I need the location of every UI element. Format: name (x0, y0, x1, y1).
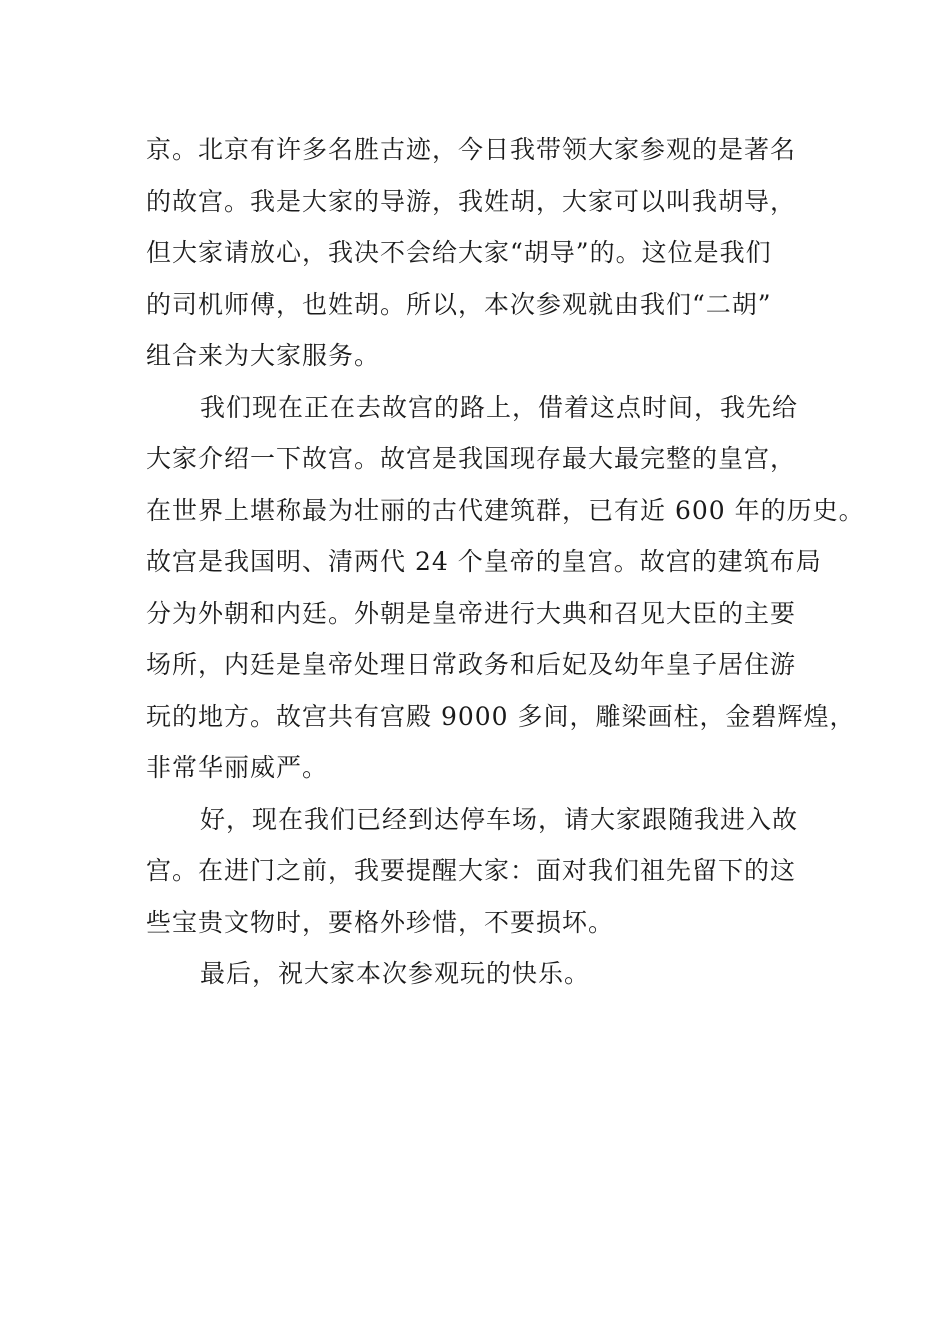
text-line: 但大家请放心，我决不会给大家“胡导”的。这位是我们 (146, 238, 772, 267)
text-line: 组合来为大家服务。 (146, 341, 381, 370)
text-line: 故宫是我国明、清两代 24 个皇帝的皇宫。故宫的建筑布局 (146, 547, 822, 576)
paragraph-start-line: 最后，祝大家本次参观玩的快乐。 (200, 959, 591, 988)
text-line: 场所，内廷是皇帝处理日常政务和后妃及幼年皇子居住游 (146, 650, 797, 679)
paragraph-start-line: 我们现在正在去故宫的路上，借着这点时间，我先给 (200, 392, 799, 422)
text-line: 京。北京有许多名胜古迹，今日我带领大家参观的是著名 (146, 135, 797, 164)
text-line: 分为外朝和内廷。外朝是皇帝进行大典和召见大臣的主要 (146, 598, 797, 628)
body-text (146, 128, 865, 1004)
paragraph-start-line: 好，现在我们已经到达停车场，请大家跟随我进入故 (200, 804, 799, 834)
text-line: 些宝贵文物时，要格外珍惜，不要损坏。 (146, 907, 615, 937)
text-line: 的司机师傅，也姓胡。所以，本次参观就由我们“二胡” (146, 289, 772, 319)
text-line: 在世界上堪称最为壮丽的古代建筑群，已有近 600 年的历史。 (146, 495, 865, 525)
text-line: 的故宫。我是大家的导游，我姓胡，大家可以叫我胡导， (146, 186, 797, 216)
text-line: 宫。在进门之前，我要提醒大家：面对我们祖先留下的这 (146, 856, 797, 885)
text-line: 非常华丽威严。 (146, 753, 329, 782)
text-line: 大家介绍一下故宫。故宫是我国现存最大最完整的皇宫， (146, 444, 797, 473)
text-line: 玩的地方。故宫共有宫殿 9000 多间，雕梁画柱，金碧辉煌， (146, 701, 856, 731)
